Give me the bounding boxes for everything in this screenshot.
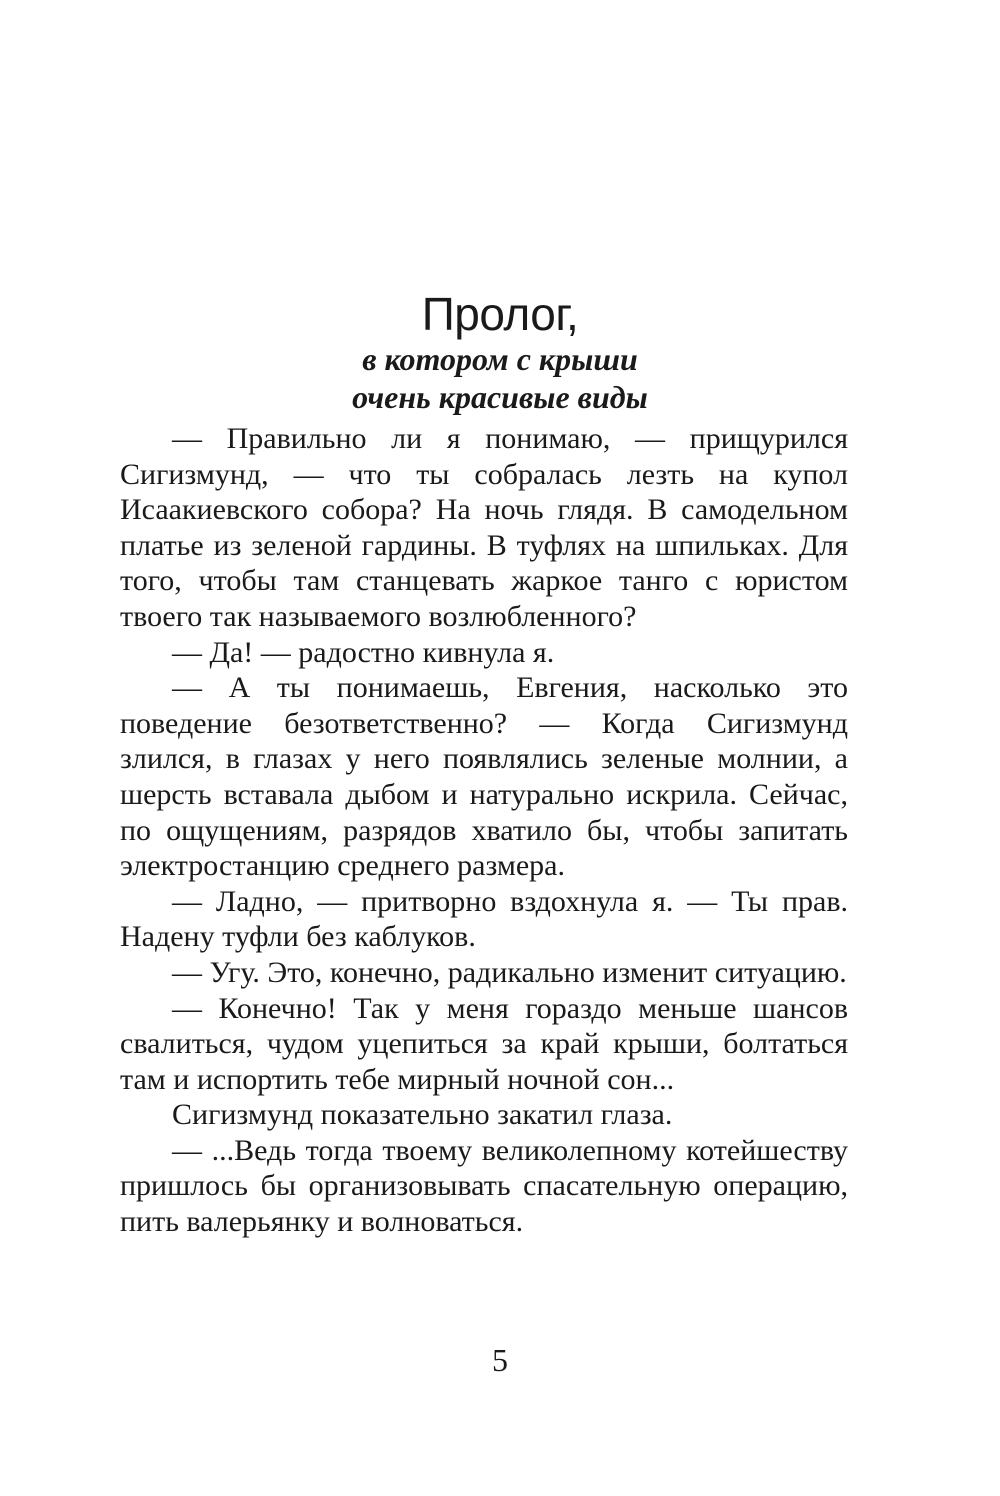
chapter-subtitle [0,340,1000,416]
body-text [120,421,848,1240]
paragraph-7: Сигизмунд показательно закатил глаза. [172,1098,673,1132]
paragraph-2: — Да! — радостно кивнула я. [172,635,555,669]
paragraph-1: — Правильно ли я понимаю, — прищурился Сигизмунд, — что ты собралась лезть на купол Исаакиевского собора? На ночь глядя. В самодельном платье из зеленой гардины. В туфлях на шпильках. Для того, чтобы там станцевать жаркое танго с юристом твоего так называемого возлюбленного? [120,422,848,633]
chapter-subtitle-line-1: в котором с крыши [362,341,638,377]
paragraph-3: — А ты понимаешь, Евгения, насколько это поведение безответственно? — Когда Сигизмунд злился, в глазах у него появлялись зеленые молнии, а шерсть вставала дыбом и натурально искрила. Сейчас, по ощущениям, разрядов хватило бы, чтобы запитать электростанцию среднего размера. [120,671,848,883]
page-number: 5 [492,1342,508,1378]
paragraph-8: — ...Ведь тогда твоему великолепному котейшеству пришлось бы организовывать спасательную операцию, пить валерьянку и волноваться. [120,1133,848,1239]
paragraph-5: — Угу. Это, конечно, радикально изменит ситуацию. [172,955,847,989]
chapter-title: Пролог, [421,288,579,340]
chapter-subtitle-line-2: очень красивые виды [352,379,648,415]
paragraph-6: — Конечно! Так у меня гораздо меньше шансов свалиться, чудом уцепиться за край крыши, болтаться там и испортить тебе мирный ночной сон... [120,991,848,1096]
paragraph-4: — Ладно, — притворно вздохнула я. — Ты прав. Надену туфли без каблуков. [120,884,848,954]
